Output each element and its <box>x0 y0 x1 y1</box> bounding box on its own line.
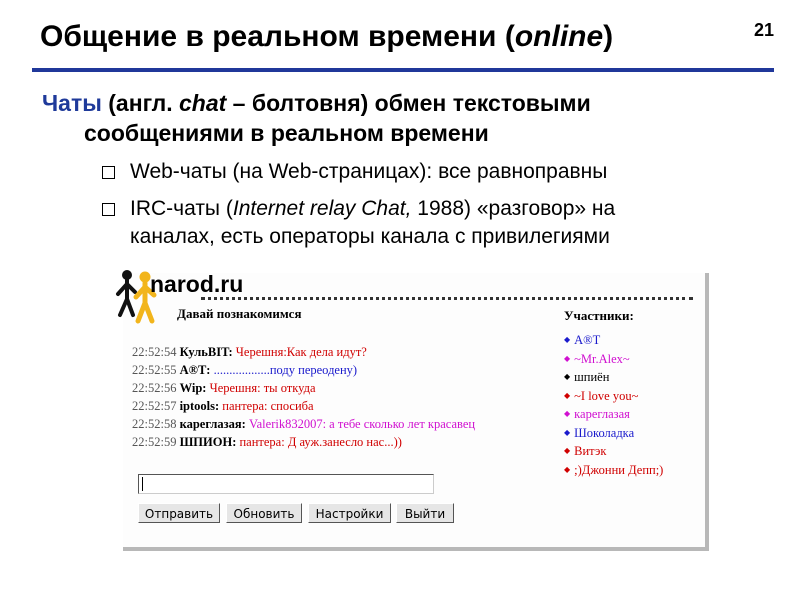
diamond-bullet-icon: ◆ <box>564 353 571 363</box>
site-logo: narod.ru <box>150 271 244 297</box>
chat-log <box>132 343 475 451</box>
participant-name: ~Mr.Alex~ <box>574 351 630 366</box>
participant-item[interactable] <box>564 331 663 350</box>
sub-bullet-web: Web-чаты (на Web-страницах): все равноправны <box>102 158 742 188</box>
sub-bullet-irc: IRC-чаты (Internet relay Chat, 1988) «разговор» на каналах, есть операторы канала с привилегиями <box>102 195 742 255</box>
message-time: 22:52:56 <box>132 381 180 395</box>
participants-title: Участники: <box>564 308 634 323</box>
chat-log-row <box>132 379 475 397</box>
chat-screenshot <box>123 273 709 551</box>
refresh-button[interactable]: Обновить <box>226 503 302 523</box>
chat-log-row <box>132 397 475 415</box>
message-time: 22:52:59 <box>132 435 180 449</box>
message-nick: Wip: <box>179 381 210 395</box>
participant-name: ~I love you~ <box>574 388 639 403</box>
diamond-bullet-icon: ◆ <box>564 372 571 381</box>
message-text: ..................поду переодену) <box>213 363 358 377</box>
chat-intro: Давай познакомимся <box>177 306 302 321</box>
message-text: Черешня: ты откуда <box>209 381 316 395</box>
message-text: пантера: спосиба <box>222 399 314 413</box>
chat-log-row <box>132 343 475 361</box>
participant-name: шпиён <box>574 370 610 384</box>
square-bullet-icon <box>102 203 115 216</box>
participant-item[interactable] <box>564 350 663 369</box>
message-nick: кареглазая: <box>179 417 249 431</box>
participants-list <box>564 331 663 479</box>
message-time: 22:52:55 <box>132 363 180 377</box>
message-nick: ШПИОН: <box>179 435 240 449</box>
settings-button[interactable]: Настройки <box>308 503 391 523</box>
message-text: Valerik832007: а тебе сколько лет красавец <box>248 417 476 431</box>
message-text: пантера: Д ауж.занесло нас...)) <box>239 435 402 449</box>
participant-name: А®Т <box>574 333 601 347</box>
chat-log-row <box>132 361 475 379</box>
chat-log-row <box>132 415 475 433</box>
message-time: 22:52:58 <box>132 417 180 431</box>
participant-name: Витэк <box>574 444 607 458</box>
square-bullet-icon <box>102 166 115 179</box>
diamond-bullet-icon: ◆ <box>564 446 571 455</box>
participant-name: Шоколадка <box>574 425 635 440</box>
participant-item[interactable] <box>564 424 663 443</box>
diamond-bullet-icon: ◆ <box>564 464 571 474</box>
chat-log-row <box>132 433 475 451</box>
message-time: 22:52:54 <box>132 345 180 359</box>
main-bullet: Чаты (англ. chat – болтовня) обмен текстовыми сообщениями в реальном времени <box>42 88 742 148</box>
diamond-bullet-icon: ◆ <box>564 335 571 344</box>
dotted-divider <box>201 297 693 300</box>
main-bullet-line2: сообщениями в реальном времени <box>84 120 489 146</box>
diamond-bullet-icon: ◆ <box>564 427 571 437</box>
participant-item[interactable] <box>564 405 663 424</box>
message-nick: А®Т: <box>179 363 214 377</box>
participant-item[interactable] <box>564 461 663 480</box>
diamond-bullet-icon: ◆ <box>564 390 571 400</box>
participant-item[interactable] <box>564 368 663 387</box>
title-divider <box>32 68 774 72</box>
exit-button[interactable]: Выйти <box>396 503 454 523</box>
diamond-bullet-icon: ◆ <box>564 409 571 418</box>
participant-name: кареглазая <box>574 407 630 421</box>
message-text: Черешня:Как дела идут? <box>235 345 367 359</box>
term-chats: Чаты <box>42 90 102 116</box>
slide-number: 21 <box>753 20 774 40</box>
participant-item[interactable] <box>564 387 663 406</box>
message-nick: iptools: <box>179 399 223 413</box>
participant-item[interactable] <box>564 442 663 461</box>
slide-title: Общение в реальном времени (online) <box>40 20 614 53</box>
message-input[interactable] <box>138 474 434 494</box>
participant-name: ;)Джонни Депп;) <box>574 462 664 477</box>
title-online: online <box>514 20 604 53</box>
message-nick: КульBIT: <box>179 345 236 359</box>
send-button[interactable]: Отправить <box>138 503 220 523</box>
message-time: 22:52:57 <box>132 399 180 413</box>
